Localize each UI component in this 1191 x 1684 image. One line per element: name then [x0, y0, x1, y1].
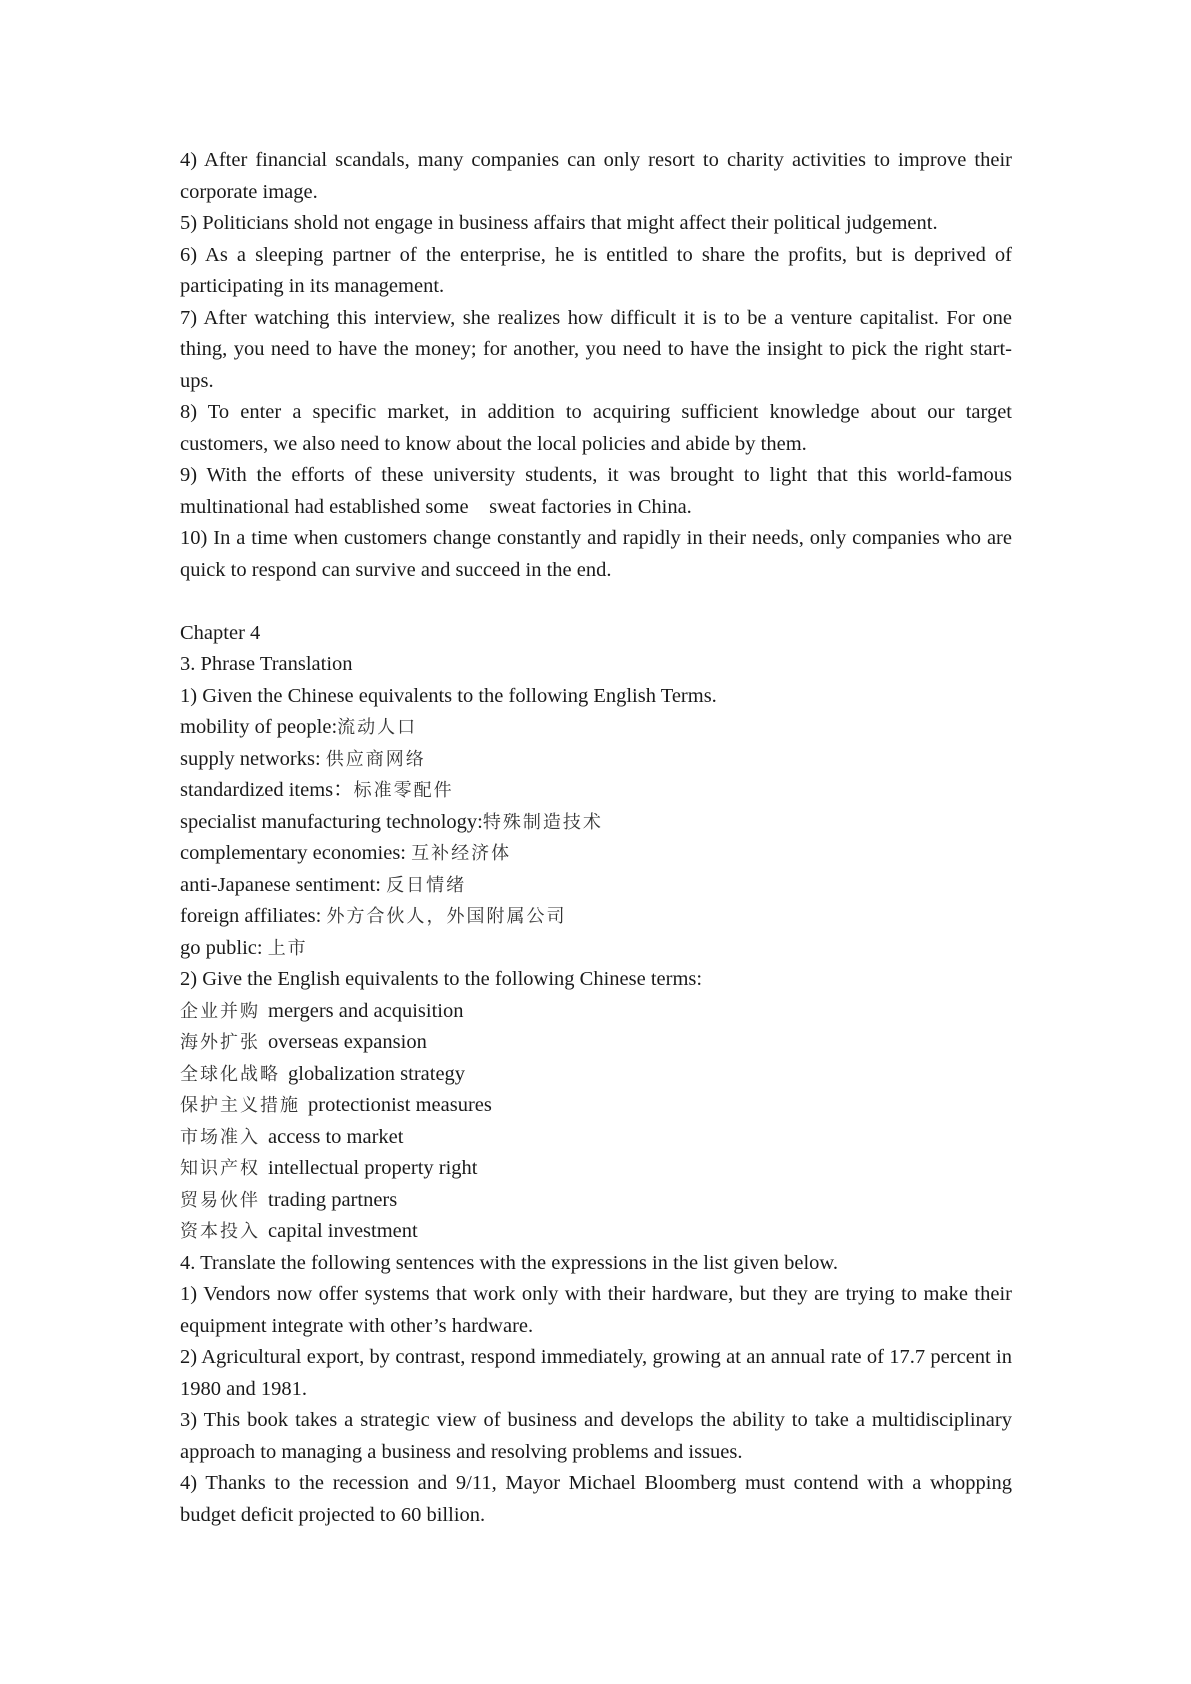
sentence-ch4-1: 1) Vendors now offer systems that work only with their hardware, but they are trying to make their equipment integrate with other’s hardware.: [180, 1283, 1012, 1337]
term-en: overseas expansion: [268, 1031, 427, 1053]
term-cn: 供应商网络: [325, 748, 426, 770]
sentence-ch3-4: 4) After financial scandals, many companies can only resort to charity activities to improve their corporate image.: [180, 149, 1012, 203]
term-row: [180, 775, 1012, 807]
term-row: [180, 1090, 1012, 1122]
term-en: globalization strategy: [288, 1062, 466, 1085]
term-en: intellectual property right: [268, 1157, 478, 1179]
sentence-ch3-8: 8) To enter a specific market, in addition to acquiring sufficient knowledge about our target customers, we also need to know about the local policies and abide by them.: [180, 401, 1012, 455]
sentence-ch3-5: 5) Politicians shold not engage in business affairs that might affect their political judgement.: [180, 212, 938, 234]
section-heading-phrase-translation: 3. Phrase Translation: [180, 653, 353, 675]
term-en: anti-Japanese sentiment:: [180, 873, 387, 896]
term-row: [180, 1027, 1012, 1059]
term-row: [180, 1216, 1012, 1248]
term-cn: 企业并购: [180, 1000, 260, 1022]
term-en: standardized items：: [180, 779, 354, 801]
term-cn: 贸易伙伴: [180, 1189, 260, 1211]
document-page: [180, 145, 1012, 1531]
term-row: [180, 807, 1012, 839]
spacer: [180, 586, 1012, 618]
term-en: mobility of people:: [180, 716, 338, 738]
term-cn: 资本投入: [180, 1221, 260, 1242]
term-cn: 全球化战略: [180, 1063, 280, 1085]
term-cn: 知识产权: [180, 1158, 260, 1179]
term-row: [180, 1122, 1012, 1154]
term-cn: 海外扩张: [180, 1032, 260, 1053]
term-row: [180, 712, 1012, 744]
term-row: [180, 901, 1012, 933]
term-en: protectionist measures: [308, 1094, 492, 1116]
sentence-ch4-3: 3) This book takes a strategic view of business and develops the ability to take a multidisciplinary approach to managing a business and resolving problems and issues.: [180, 1409, 1012, 1463]
term-row: [180, 1153, 1012, 1185]
term-cn: 标准零配件: [353, 780, 454, 801]
term-en: access to market: [268, 1125, 404, 1148]
term-row: [180, 838, 1012, 870]
term-cn: 上市: [267, 937, 308, 959]
term-cn: 市场准入: [180, 1126, 260, 1148]
term-en: capital investment: [268, 1220, 418, 1242]
term-cn: 外方合伙人，外国附属公司: [326, 906, 567, 927]
part1-heading: 1) Given the Chinese equivalents to the following English Terms.: [180, 684, 717, 707]
term-en: supply networks:: [180, 747, 326, 770]
part2-heading: 2) Give the English equivalents to the following Chinese terms:: [180, 968, 703, 990]
section-heading-translate-sentences: 4. Translate the following sentences with the expressions in the list given below.: [180, 1251, 838, 1274]
term-cn: 流动人口: [337, 717, 418, 738]
term-row: [180, 933, 1012, 965]
term-en: trading partners: [268, 1188, 398, 1211]
term-row: [180, 1059, 1012, 1091]
sentence-ch3-9: 9) With the efforts of these university students, it was brought to light that this world-famous multinational had established some sweat factories in China.: [180, 464, 1012, 518]
sentence-ch3-7: 7) After watching this interview, she realizes how difficult it is to be a venture capitalist. For one thing, you need to have the money; for another, you need to have the insight to pick the right start-ups.: [180, 306, 1012, 392]
term-en: foreign affiliates:: [180, 905, 327, 927]
term-en: complementary economies:: [180, 842, 412, 864]
sentence-ch3-6: 6) As a sleeping partner of the enterprise, he is entitled to share the profits, but is deprived of participating in its management.: [180, 243, 1012, 297]
chapter-title: Chapter 4: [180, 621, 261, 644]
term-row: [180, 1185, 1012, 1217]
sentence-ch3-10: 10) In a time when customers change constantly and rapidly in their needs, only companies who are quick to respond can survive and succeed in the end.: [180, 527, 1012, 581]
term-cn: 保护主义措施: [180, 1095, 300, 1116]
term-en: specialist manufacturing technology:: [180, 810, 483, 833]
term-cn: 特殊制造技术: [482, 811, 603, 833]
sentence-ch4-4: 4) Thanks to the recession and 9/11, Mayor Michael Bloomberg must contend with a whopping budget deficit projected to 60 billion.: [180, 1472, 1012, 1526]
term-en: mergers and acquisition: [268, 999, 464, 1022]
term-en: go public:: [180, 936, 268, 959]
sentence-ch4-2: 2) Agricultural export, by contrast, respond immediately, growing at an annual rate of 17.7 percent in 1980 and 1981.: [180, 1346, 1012, 1400]
term-row: [180, 996, 1012, 1028]
term-row: [180, 870, 1012, 902]
term-row: [180, 744, 1012, 776]
term-cn: 反日情绪: [386, 874, 467, 896]
term-cn: 互补经济体: [411, 843, 512, 864]
